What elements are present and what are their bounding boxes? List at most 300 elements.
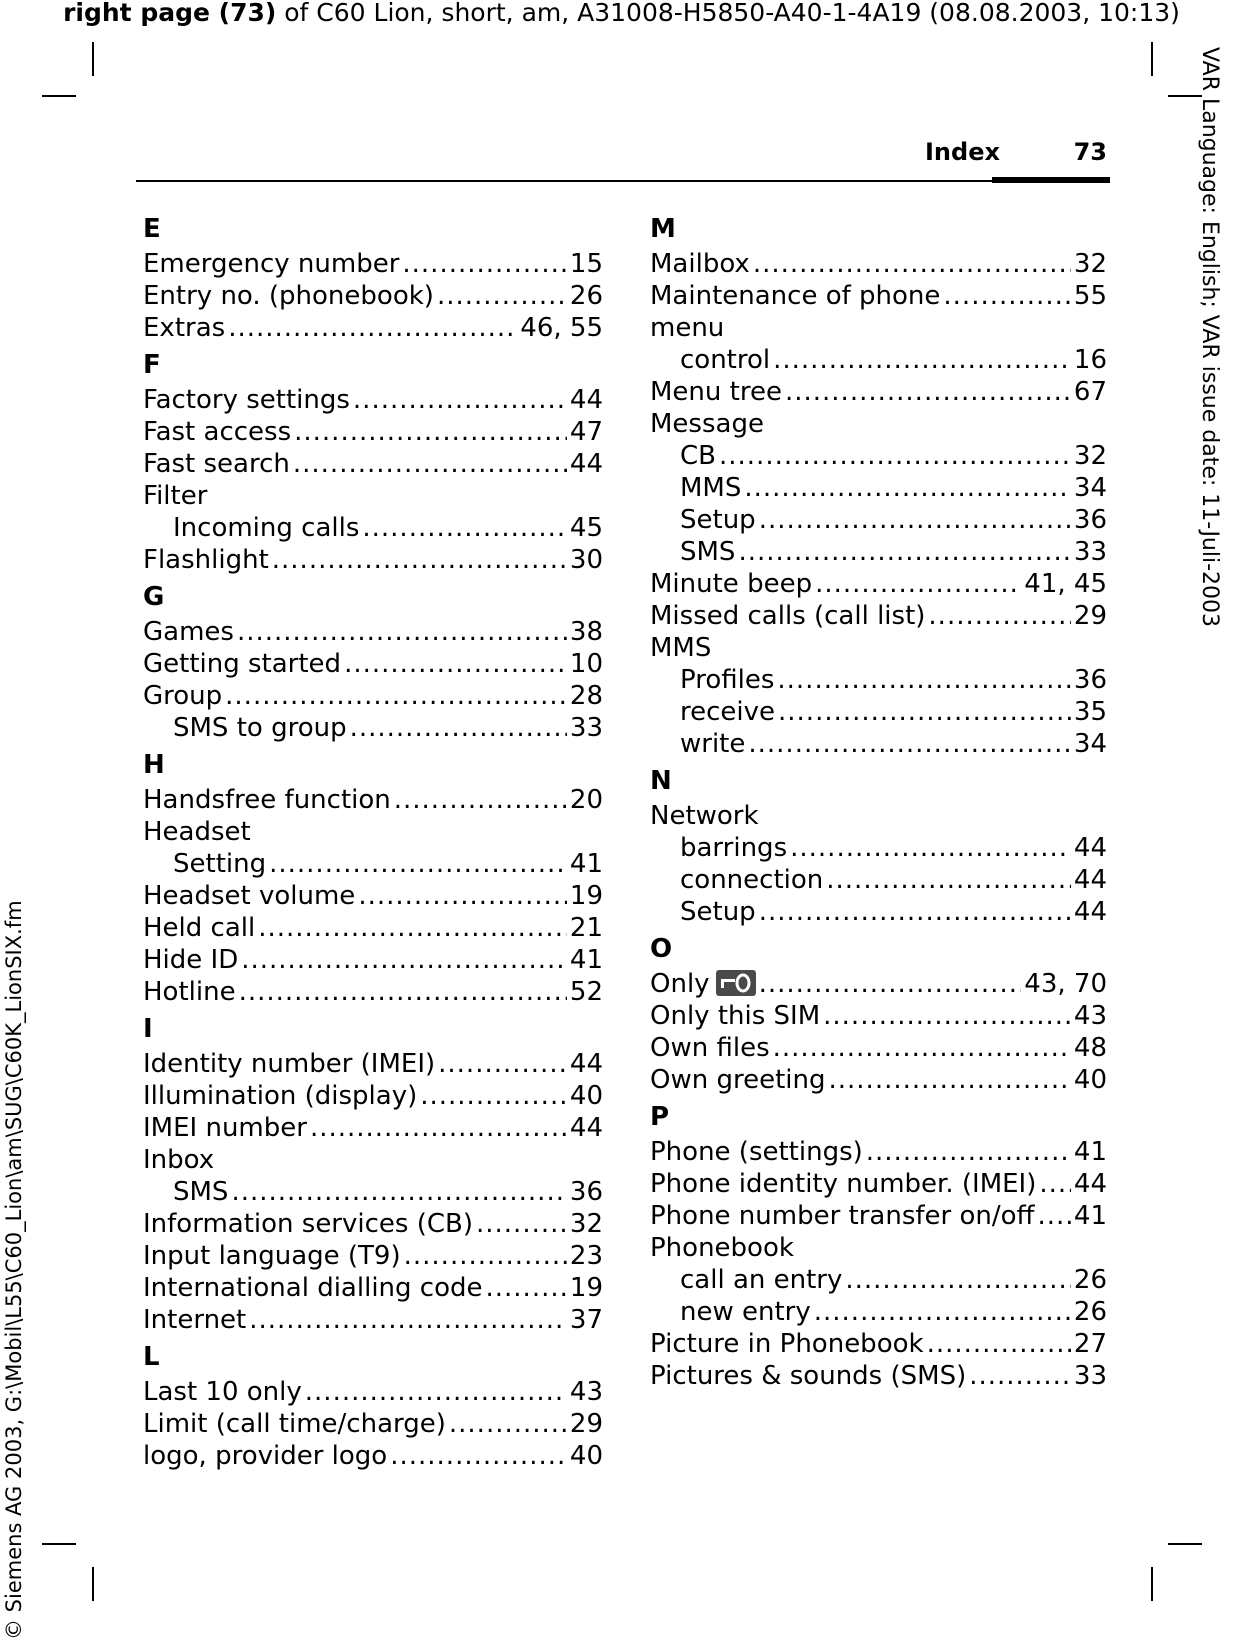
entry-label-text: Headset volume [143,881,356,911]
print-job-header [0,0,1243,26]
entry-label [680,1296,811,1328]
entry-label-text: SMS [173,1177,229,1207]
entry-label [650,1000,820,1032]
entry-label-text: Fast access [143,417,292,447]
entry-label-text: Last 10 only [143,1377,302,1407]
entry-label-text: receive [680,697,776,727]
entry-label [143,648,341,680]
entry-page-number: 16 [1073,345,1107,375]
entry-page-number: 40 [1073,1065,1107,1095]
entry-label [650,633,711,663]
crop-mark [92,1567,94,1601]
entry-page-number: 43 [1073,1001,1107,1031]
copyright-file-path: © Siemens AG 2003, G:\Mobil\L55\C60_Lion\am\SUG\C60K_LionSIX.fm [2,900,26,1640]
index-entry [143,784,603,816]
index-entry [143,1240,603,1272]
index-entry [143,1080,603,1112]
index-subentry [650,728,1107,760]
entry-label [650,1032,770,1064]
index-subentry [143,712,603,744]
var-language-note: VAR Language: English; VAR issue date: 11-Juli-2003 [1197,47,1222,628]
dot-leader [928,600,1070,632]
index-entry [143,384,603,416]
dot-leader [785,376,1071,408]
entry-page-number: 41 [1073,1137,1107,1167]
entry-label-text: Setting [173,849,267,879]
index-subentry [650,664,1107,696]
entry-page-number: 44 [569,1113,603,1143]
entry-page-number: 41 [569,945,603,975]
entry-label [680,664,774,696]
index-entry [650,1328,1107,1360]
index-entry [650,248,1107,280]
index-subentry [650,896,1107,928]
index-entry [143,1304,603,1336]
entry-label-text: Phonebook [650,1233,794,1263]
entry-page-number: 33 [1073,1361,1107,1391]
entry-label [143,1304,246,1336]
entry-label [143,976,236,1008]
entry-label [650,801,759,831]
entry-page-number: 21 [569,913,603,943]
print-job-details: of C60 Lion, short, am, A31008-H5850-A40-1-4A19 (08.08.2003, 10:13) [276,0,1180,27]
dot-leader [845,1264,1071,1296]
entry-label [143,481,207,511]
entry-page-number: 38 [569,617,603,647]
index-entry [143,416,603,448]
dot-leader [239,976,567,1008]
index-subentry [143,848,603,880]
index-entry [143,1112,603,1144]
crop-mark [42,95,76,97]
entry-page-number: 28 [569,681,603,711]
index-entry [650,1200,1107,1232]
entry-label-text: MMS [650,633,712,663]
entry-label-text: Handsfree function [143,785,391,815]
dot-leader [231,1176,566,1208]
entry-label-text: Emergency number [143,249,400,279]
entry-label [143,784,391,816]
entry-label-text: Illumination (display) [143,1081,418,1111]
entry-label-text: Only this SIM [650,1001,821,1031]
entry-page-number: 41, 45 [1024,569,1107,599]
entry-label [680,728,745,760]
index-entry [650,408,1107,440]
dot-leader [449,1408,567,1440]
dot-leader [1039,1168,1071,1200]
entry-label-text: Maintenance of phone [650,281,941,311]
index-entry [650,600,1107,632]
header-rule [136,180,992,182]
entry-label [173,512,359,544]
entry-page-number: 40 [569,1441,603,1471]
index-entry [650,1032,1107,1064]
index-subentry [650,536,1107,568]
dot-leader [362,512,567,544]
dot-leader [759,968,1022,1000]
entry-label-text: SMS to group [173,713,347,743]
dot-leader [269,848,567,880]
index-column-right [650,208,1107,1392]
index-entry [143,1408,603,1440]
entry-page-number: 27 [1073,1329,1107,1359]
entry-label [680,864,823,896]
entry-label [650,248,750,280]
entry-label-text: barrings [680,833,788,863]
index-subentry [650,344,1107,376]
entry-label-text: Own greeting [650,1065,826,1095]
entry-label-text: Menu tree [650,377,782,407]
header-rule-accent [992,177,1110,183]
entry-label-text: Minute beep [650,569,813,599]
crop-mark [1168,1543,1202,1545]
entry-label [680,472,741,504]
entry-label [650,409,764,439]
entry-label-text: Setup [680,505,756,535]
entry-label-text: menu [650,313,725,343]
entry-label-text: Limit (call time/charge) [143,1409,446,1439]
entry-label-text: write [680,729,746,759]
dot-leader [753,248,1071,280]
dot-leader [249,1304,567,1336]
entry-label-text: SMS [680,537,736,567]
entry-label [143,384,350,416]
dot-leader [358,880,567,912]
index-entry [143,480,603,512]
dot-leader [969,1360,1071,1392]
entry-page-number: 36 [1073,665,1107,695]
entry-page-number: 46, 55 [520,313,603,343]
index-entry [143,1272,603,1304]
entry-label-text: Setup [680,897,756,927]
entry-page-number: 44 [1073,833,1107,863]
dot-leader [305,1376,567,1408]
index-letter-heading: L [143,1342,160,1372]
entry-page-number: 26 [1073,1265,1107,1295]
dot-leader [866,1136,1071,1168]
dot-leader [790,832,1071,864]
entry-label-text: Hotline [143,977,236,1007]
entry-label [143,1440,387,1472]
dot-leader [404,1240,567,1272]
dot-leader [228,312,517,344]
entry-label-text: Flashlight [143,545,269,575]
entry-label-text: Group [143,681,223,711]
entry-page-number: 67 [1073,377,1107,407]
dot-leader [258,912,567,944]
entry-label [143,912,255,944]
dot-leader [778,696,1071,728]
dot-leader [744,472,1071,504]
entry-page-number: 44 [569,385,603,415]
entry-page-number: 19 [569,881,603,911]
entry-page-number: 30 [569,545,603,575]
index-entry [650,376,1107,408]
entry-label-text: Picture in Phonebook [650,1329,924,1359]
entry-page-number: 43, 70 [1024,969,1107,999]
entry-label [680,896,756,928]
dot-leader [759,504,1071,536]
entry-label [143,1272,483,1304]
dot-leader [344,648,567,680]
entry-page-number: 36 [569,1177,603,1207]
entry-label-text: Profiles [680,665,775,695]
entry-label [143,680,222,712]
dot-leader [826,864,1071,896]
index-entry [143,1208,603,1240]
entry-label [173,712,347,744]
entry-label [650,1168,1036,1200]
entry-label [680,696,775,728]
index-entry [650,800,1107,832]
entry-page-number: 32 [1073,249,1107,279]
entry-label [143,1240,401,1272]
entry-page-number: 35 [1073,697,1107,727]
entry-label-text: Mailbox [650,249,750,279]
dot-leader [476,1208,567,1240]
entry-page-number: 37 [569,1305,603,1335]
index-subentry [650,504,1107,536]
index-entry [143,312,603,344]
running-head-title: Index [925,138,1000,166]
entry-label-text: logo, provider logo [143,1441,388,1471]
entry-label [650,1233,794,1263]
entry-page-number: 44 [1073,865,1107,895]
index-letter-heading: E [143,214,161,244]
entry-page-number: 33 [1073,537,1107,567]
entry-page-number: 15 [569,249,603,279]
entry-label-text: Message [650,409,764,439]
entry-label [650,313,724,343]
index-entry [143,1376,603,1408]
index-entry [650,1000,1107,1032]
entry-label [650,568,812,600]
dot-leader [1037,1200,1070,1232]
entry-label [680,1264,842,1296]
entry-label-text: Factory settings [143,385,350,415]
entry-label-text: Headset [143,817,251,847]
entry-label [680,832,787,864]
index-letter-heading: G [143,582,165,612]
index-entry [650,1360,1107,1392]
entry-page-number: 40 [569,1081,603,1111]
index-entry [143,976,603,1008]
dot-leader [823,1000,1071,1032]
dot-leader [350,712,567,744]
entry-page-number: 43 [569,1377,603,1407]
entry-page-number: 41 [1073,1201,1107,1231]
dot-leader [293,448,567,480]
entry-page-number: 19 [569,1273,603,1303]
entry-page-number: 41 [569,849,603,879]
entry-label-text: Held call [143,913,256,943]
entry-label-text: IMEI number [143,1113,307,1143]
index-subentry [650,440,1107,472]
entry-page-number: 44 [1073,897,1107,927]
entry-label-text: MMS [680,473,742,503]
dot-leader [777,664,1071,696]
index-entry [143,280,603,312]
crop-mark [42,1543,76,1545]
entry-label-text: Network [650,801,759,831]
index-letter-heading: F [143,350,161,380]
entry-label [650,1328,924,1360]
entry-label [650,1360,966,1392]
entry-page-number: 32 [569,1209,603,1239]
dot-leader [773,344,1071,376]
entry-label-text: Filter [143,481,208,511]
entry-label [143,312,225,344]
entry-label-text: CB [680,441,716,471]
entry-page-number: 10 [569,649,603,679]
dot-leader [390,1440,567,1472]
entry-label [650,1064,826,1096]
entry-page-number: 32 [1073,441,1107,471]
dot-leader [759,896,1071,928]
entry-label-text: connection [680,865,824,895]
dot-leader [486,1272,567,1304]
index-entry [143,944,603,976]
entry-label [650,280,940,312]
entry-label [143,944,238,976]
index-subentry [143,512,603,544]
entry-label-text: Phone (settings) [650,1137,863,1167]
index-entry [650,968,1107,1000]
dot-leader [294,416,567,448]
entry-label-text: Getting started [143,649,342,679]
entry-page-number: 44 [569,449,603,479]
entry-label [680,536,735,568]
index-subentry [143,1176,603,1208]
index-subentry [650,472,1107,504]
entry-label-text: Own files [650,1033,770,1063]
entry-label [650,376,782,408]
entry-page-number: 20 [569,785,603,815]
index-entry [143,248,603,280]
index-entry [650,1168,1107,1200]
entry-label-text: Input language (T9) [143,1241,401,1271]
entry-label-text: Games [143,617,234,647]
dot-leader [719,440,1071,472]
entry-page-number: 33 [569,713,603,743]
entry-label [143,448,290,480]
entry-label [143,1048,435,1080]
entry-page-number: 34 [1073,729,1107,759]
entry-label [680,504,756,536]
entry-label-text: Extras [143,313,226,343]
dot-leader [773,1032,1071,1064]
entry-label-text: Phone number transfer on/off [650,1201,1035,1231]
index-entry [650,312,1107,344]
index-column-left [143,208,603,1472]
dot-leader [438,1048,567,1080]
entry-label [143,1112,307,1144]
dot-leader [402,248,567,280]
entry-label-text: Inbox [143,1145,215,1175]
entry-label-text: Information services (CB) [143,1209,473,1239]
entry-page-number: 29 [569,1409,603,1439]
dot-leader [353,384,567,416]
entry-label-text: Identity number (IMEI) [143,1049,436,1079]
index-subentry [650,1264,1107,1296]
index-entry [650,632,1107,664]
entry-page-number: 44 [569,1049,603,1079]
index-entry [650,1136,1107,1168]
index-entry [143,880,603,912]
dot-leader [815,568,1021,600]
crop-mark [92,42,94,76]
dot-leader [738,536,1070,568]
dot-leader [272,544,567,576]
index-entry [650,280,1107,312]
entry-page-number: 52 [569,977,603,1007]
running-head [900,134,1110,168]
entry-page-number: 29 [1073,601,1107,631]
entry-page-number: 26 [1073,1297,1107,1327]
index-entry [143,1144,603,1176]
entry-label-text: Entry no. (phonebook) [143,281,434,311]
entry-label [143,416,291,448]
entry-label-text: call an entry [680,1265,843,1295]
dot-leader [225,680,567,712]
dot-leader [814,1296,1071,1328]
page-number: 73 [1073,138,1107,166]
entry-page-number: 23 [569,1241,603,1271]
index-entry [143,448,603,480]
entry-label-text: Only [650,969,710,999]
entry-page-number: 47 [569,417,603,447]
index-entry [650,1232,1107,1264]
entry-page-number: 26 [569,281,603,311]
entry-label [143,1376,302,1408]
index-entry [143,816,603,848]
index-letter-heading: I [143,1014,153,1044]
entry-label-text: Fast search [143,449,290,479]
entry-label-text: control [680,345,771,375]
crop-mark [1151,1567,1153,1601]
entry-label [680,344,770,376]
entry-label [650,1136,863,1168]
entry-label-text: Internet [143,1305,247,1335]
index-subentry [650,832,1107,864]
print-job-page: right page (73) [63,0,277,27]
index-letter-heading: H [143,750,165,780]
entry-label-text: new entry [680,1297,811,1327]
index-entry [650,568,1107,600]
entry-label [680,440,716,472]
entry-page-number: 36 [1073,505,1107,535]
index-entry [143,544,603,576]
dot-leader [237,616,567,648]
index-entry [143,1048,603,1080]
entry-label [143,280,434,312]
entry-label [143,544,269,576]
entry-label [143,248,399,280]
index-entry [143,912,603,944]
entry-label [143,880,355,912]
entry-label [173,1176,228,1208]
index-entry [143,648,603,680]
dot-leader [310,1112,567,1144]
entry-label [650,1200,1034,1232]
entry-page-number: 34 [1073,473,1107,503]
index-entry [143,680,603,712]
index-entry [143,616,603,648]
entry-label-text: Hide ID [143,945,239,975]
dot-leader [437,280,567,312]
entry-label-text: Phone identity number. (IMEI) [650,1169,1037,1199]
index-letter-heading: O [650,934,673,964]
